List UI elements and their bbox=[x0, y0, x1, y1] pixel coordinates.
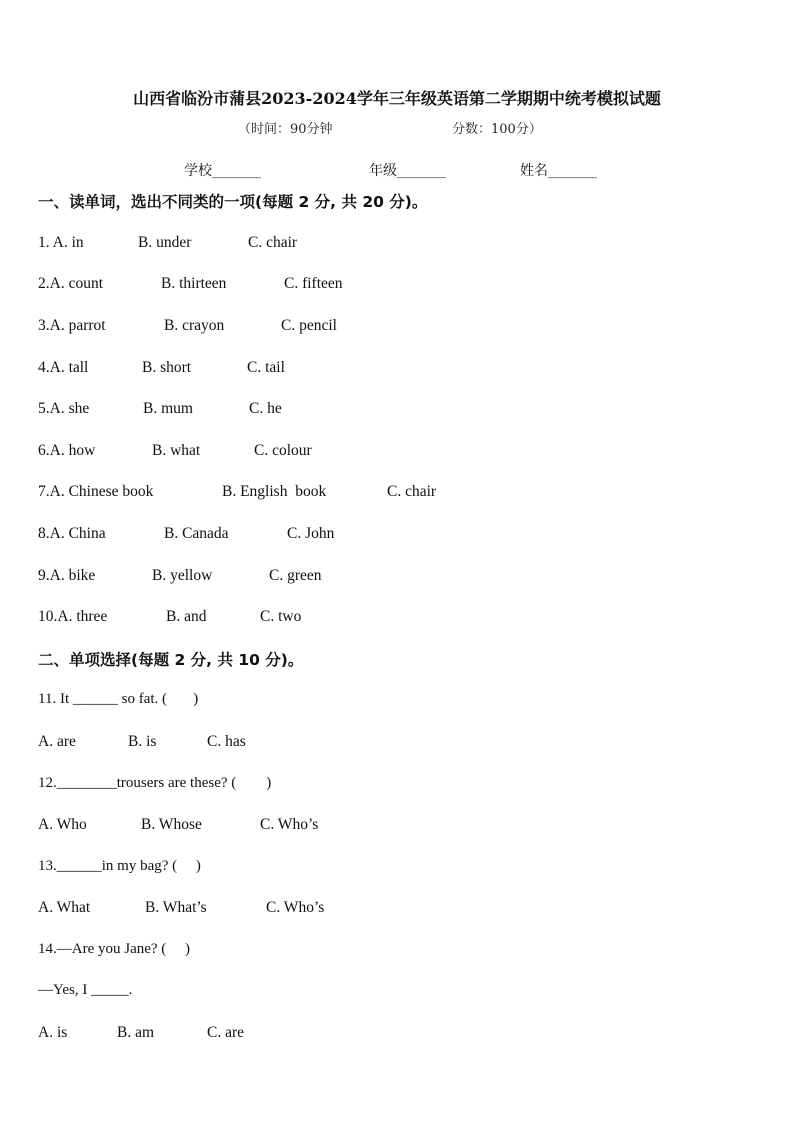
option-a: 1. A. in bbox=[38, 234, 84, 251]
question-stem: 11. It ______ so fat. ( ) bbox=[38, 691, 199, 707]
option-b: B. mum bbox=[143, 400, 193, 417]
option-c: C. pencil bbox=[281, 317, 337, 334]
option-b: B. am bbox=[117, 1024, 155, 1041]
name-field: 姓名_______ bbox=[520, 163, 597, 179]
option-b: B. English book bbox=[222, 483, 327, 500]
option-b: B. and bbox=[166, 608, 207, 625]
option-c: C. John bbox=[287, 525, 335, 542]
exam-score: 分数：100分） bbox=[452, 122, 542, 137]
option-a: A. What bbox=[38, 899, 91, 916]
option-b: B. short bbox=[142, 359, 192, 376]
option-c: C. tail bbox=[247, 359, 285, 376]
option-c: C. fifteen bbox=[284, 275, 343, 292]
option-a: A. are bbox=[38, 733, 76, 750]
option-c: C. are bbox=[207, 1024, 245, 1041]
option-b: B. thirteen bbox=[161, 275, 227, 292]
option-c: C. Who’s bbox=[266, 899, 325, 916]
option-b: B. under bbox=[138, 234, 192, 251]
question-stem: 12.________trousers are these? ( ) bbox=[38, 775, 272, 791]
option-a: 6.A. how bbox=[38, 442, 96, 459]
option-a: 3.A. parrot bbox=[38, 317, 106, 334]
option-a: 10.A. three bbox=[38, 608, 108, 625]
question-stem: 14.—Are you Jane? ( ) bbox=[38, 941, 191, 957]
option-a: 2.A. count bbox=[38, 275, 104, 292]
section1-heading: 一、读单词，选出不同类的一项(每题 2 分, 共 20 分)。 bbox=[38, 193, 428, 211]
exam-time: （时间：90分钟 bbox=[238, 122, 333, 137]
option-a: 5.A. she bbox=[38, 400, 90, 417]
option-c: C. has bbox=[207, 733, 246, 750]
page-title: 山西省临汾市蒲县2023-2024学年三年级英语第二学期期中统考模拟试题 bbox=[133, 89, 661, 108]
option-a: A. Who bbox=[38, 816, 87, 833]
option-a: 7.A. Chinese book bbox=[38, 483, 154, 500]
section2-heading: 二、单项选择(每题 2 分, 共 10 分)。 bbox=[38, 651, 304, 669]
option-b: B. yellow bbox=[152, 567, 213, 584]
option-c: C. chair bbox=[387, 483, 437, 500]
option-c: C. colour bbox=[254, 442, 312, 459]
option-a: A. is bbox=[38, 1024, 68, 1041]
question-answer-line: —Yes, I _____. bbox=[38, 982, 133, 998]
school-field: 学校_______ bbox=[184, 163, 261, 179]
option-a: 8.A. China bbox=[38, 525, 106, 542]
option-b: B. is bbox=[128, 733, 157, 750]
grade-field: 年级_______ bbox=[369, 163, 446, 179]
option-b: B. crayon bbox=[164, 317, 225, 334]
option-b: B. Whose bbox=[141, 816, 202, 833]
option-b: B. what bbox=[152, 442, 201, 459]
option-c: C. green bbox=[269, 567, 322, 584]
option-c: C. chair bbox=[248, 234, 298, 251]
option-a: 9.A. bike bbox=[38, 567, 96, 584]
option-c: C. he bbox=[249, 400, 282, 417]
option-b: B. What’s bbox=[145, 899, 207, 916]
question-stem: 13.______in my bag? ( ) bbox=[38, 858, 201, 874]
option-b: B. Canada bbox=[164, 525, 229, 542]
option-c: C. Who’s bbox=[260, 816, 319, 833]
option-c: C. two bbox=[260, 608, 302, 625]
option-a: 4.A. tall bbox=[38, 359, 89, 376]
